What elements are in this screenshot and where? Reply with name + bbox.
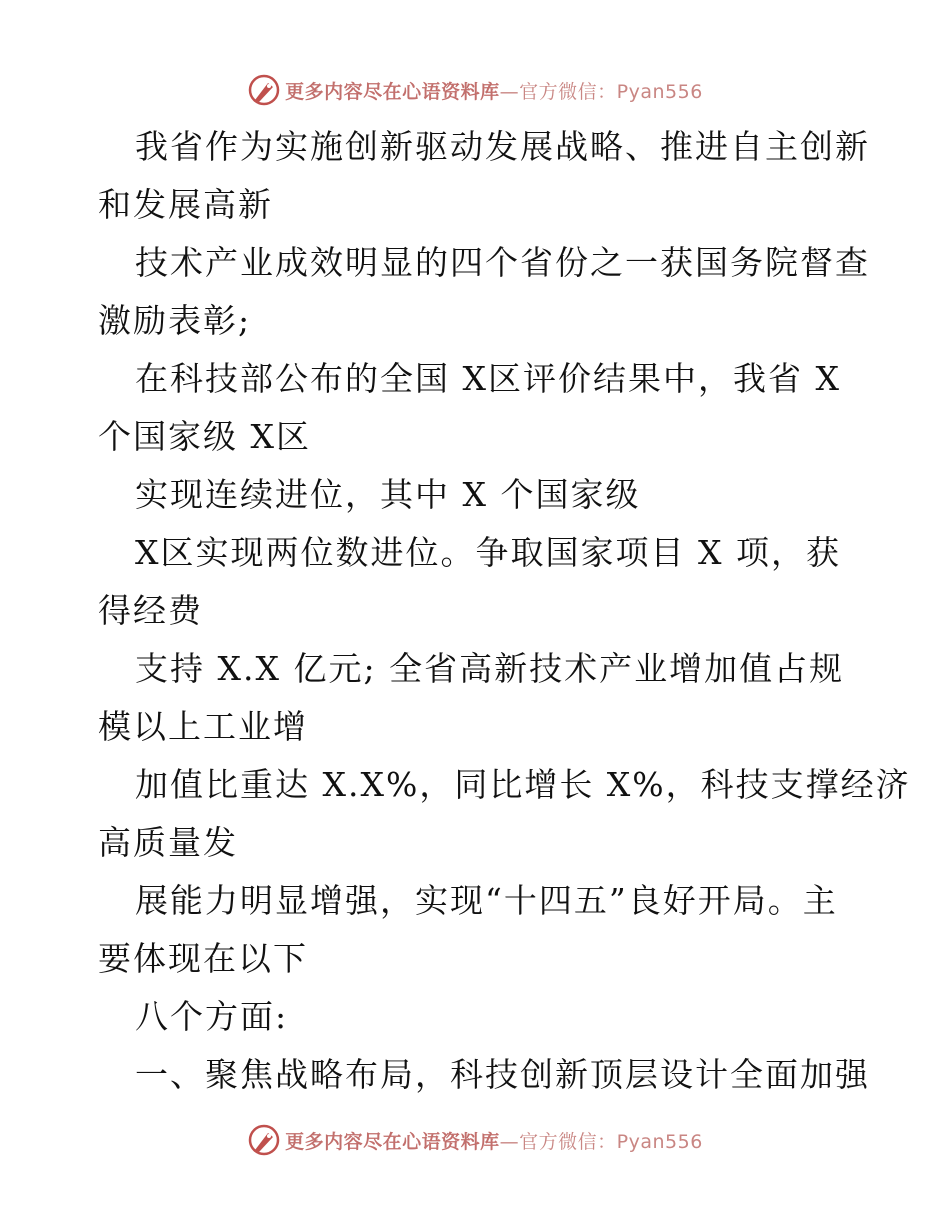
body-line: 在科技部公布的全国 X区评价结果中，我省 X [135, 359, 841, 398]
body-line: 我省作为实施创新驱动发展战略、推进自主创新 [135, 127, 870, 166]
header-watermark-contact: —官方微信：Pyan556 [499, 80, 703, 103]
footer-watermark [0, 1120, 950, 1160]
footer-watermark-contact: —官方微信：Pyan556 [499, 1130, 703, 1153]
body-line: 支持 X.X 亿元; 全省高新技术产业增加值占规 [135, 649, 845, 688]
pen-nib-logo-icon [247, 73, 281, 107]
body-line: 得经费 [98, 591, 203, 630]
body-line: 八个方面: [135, 997, 289, 1036]
footer-watermark-text [285, 1127, 703, 1154]
body-line: 加值比重达 X.X%，同比增长 X%，科技支撑经济 [135, 765, 911, 804]
body-line: X区实现两位数进位。争取国家项目 X 项，获 [135, 533, 841, 572]
body-line: 高质量发 [98, 823, 238, 862]
body-line: 实现连续进位，其中 X 个国家级 [135, 475, 641, 514]
body-line: 个国家级 X区 [98, 417, 311, 456]
body-line: 要体现在以下 [98, 939, 308, 978]
body-line: 技术产业成效明显的四个省份之一获国务院督查 [135, 243, 870, 282]
body-line: 一、聚焦战略布局，科技创新顶层设计全面加强 [135, 1055, 870, 1094]
pen-nib-logo-icon [247, 1123, 281, 1157]
body-line: 展能力明显增强，实现“十四五”良好开局。主 [135, 881, 838, 920]
document-body [98, 118, 911, 1104]
body-line: 激励表彰; [98, 301, 252, 340]
header-watermark-text [285, 77, 703, 104]
header-watermark [0, 70, 950, 110]
body-line: 模以上工业增 [98, 707, 308, 746]
footer-watermark-brand: 更多内容尽在心语资料库 [285, 1130, 500, 1153]
header-watermark-brand: 更多内容尽在心语资料库 [285, 80, 500, 103]
body-line: 和发展高新 [98, 185, 273, 224]
